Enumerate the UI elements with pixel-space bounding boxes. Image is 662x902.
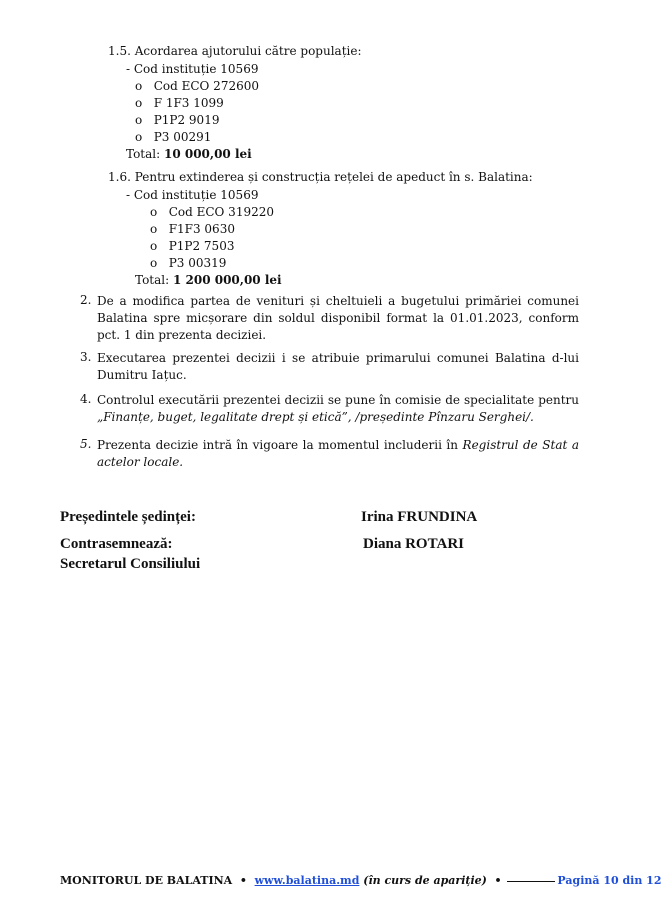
circle-bullet-icon: o — [135, 113, 143, 127]
paragraph-2: De a modifica partea de venituri și cheltuieli a bugetului primăriei comunei Balatina spre micșorare din soldul disponibil format la 01.01.2023, conform pct. 1 din prezenta deciziei. — [97, 294, 579, 342]
bullet-icon: • — [494, 874, 502, 887]
paragraph-4-number: 4. — [80, 392, 92, 406]
section-1-6-code: - Cod instituție 10569 — [126, 188, 259, 202]
circle-bullet-icon: o — [135, 130, 143, 144]
section-1-5-heading: 1.5. Acordarea ajutorului către populație: — [108, 44, 362, 58]
paragraph-3-number: 3. — [80, 350, 92, 364]
footer-status: (în curs de apariție) — [363, 874, 487, 887]
list-item: o F 1F3 1099 — [135, 96, 224, 110]
list-item: o P1P2 7503 — [150, 239, 235, 253]
paragraph-5: Prezenta decizie intră în vigoare la momentul includerii în Registrul de Stat a actelor locale. — [97, 438, 579, 469]
list-item: o P1P2 9019 — [135, 113, 220, 127]
page-footer — [60, 874, 662, 887]
circle-bullet-icon: o — [135, 96, 143, 110]
circle-bullet-icon: o — [150, 239, 158, 253]
paragraph-2-number: 2. — [80, 293, 92, 307]
secretary-label: Secretarul Consiliului — [60, 556, 201, 572]
list-item: o Cod ECO 272600 — [135, 79, 259, 93]
list-item: o P3 00291 — [135, 130, 212, 144]
circle-bullet-icon: o — [150, 205, 158, 219]
circle-bullet-icon: o — [135, 79, 143, 93]
list-item: o Cod ECO 319220 — [150, 205, 274, 219]
footer-brand: MONITORUL DE BALATINA — [60, 874, 233, 887]
paragraph-4: Controlul executării prezentei decizii se pune în comisie de specialitate pentru „Finanțe, buget, legalitate drept și etică”, /președinte Pînzaru Serghei/. — [97, 393, 579, 424]
list-item: o P3 00319 — [150, 256, 227, 270]
countersign-name: Diana ROTARI — [363, 536, 464, 552]
president-name: Irina FRUNDINA — [361, 509, 478, 525]
paragraph-5-number: 5. — [80, 437, 92, 451]
footer-link[interactable]: www.balatina.md — [254, 874, 360, 887]
circle-bullet-icon: o — [150, 222, 158, 236]
section-1-5-total: Total: 10 000,00 lei — [126, 147, 252, 161]
president-label: Președintele ședinței: — [60, 509, 196, 525]
section-1-6-total: Total: 1 200 000,00 lei — [135, 273, 282, 287]
section-1-5-code: - Cod instituție 10569 — [126, 62, 259, 76]
bullet-icon: • — [239, 874, 247, 887]
countersign-label: Contrasemnează: — [60, 536, 173, 552]
section-1-6-heading: 1.6. Pentru extinderea și construcția rețelei de apeduct în s. Balatina: — [108, 170, 533, 184]
paragraph-3: Executarea prezentei decizii i se atribuie primarului comunei Balatina d-lui Dumitru Iațuc. — [97, 351, 579, 382]
circle-bullet-icon: o — [150, 256, 158, 270]
list-item: o F1F3 0630 — [150, 222, 235, 236]
page-number: Pagină 10 din 12 — [557, 874, 662, 887]
footer-divider — [507, 881, 555, 882]
